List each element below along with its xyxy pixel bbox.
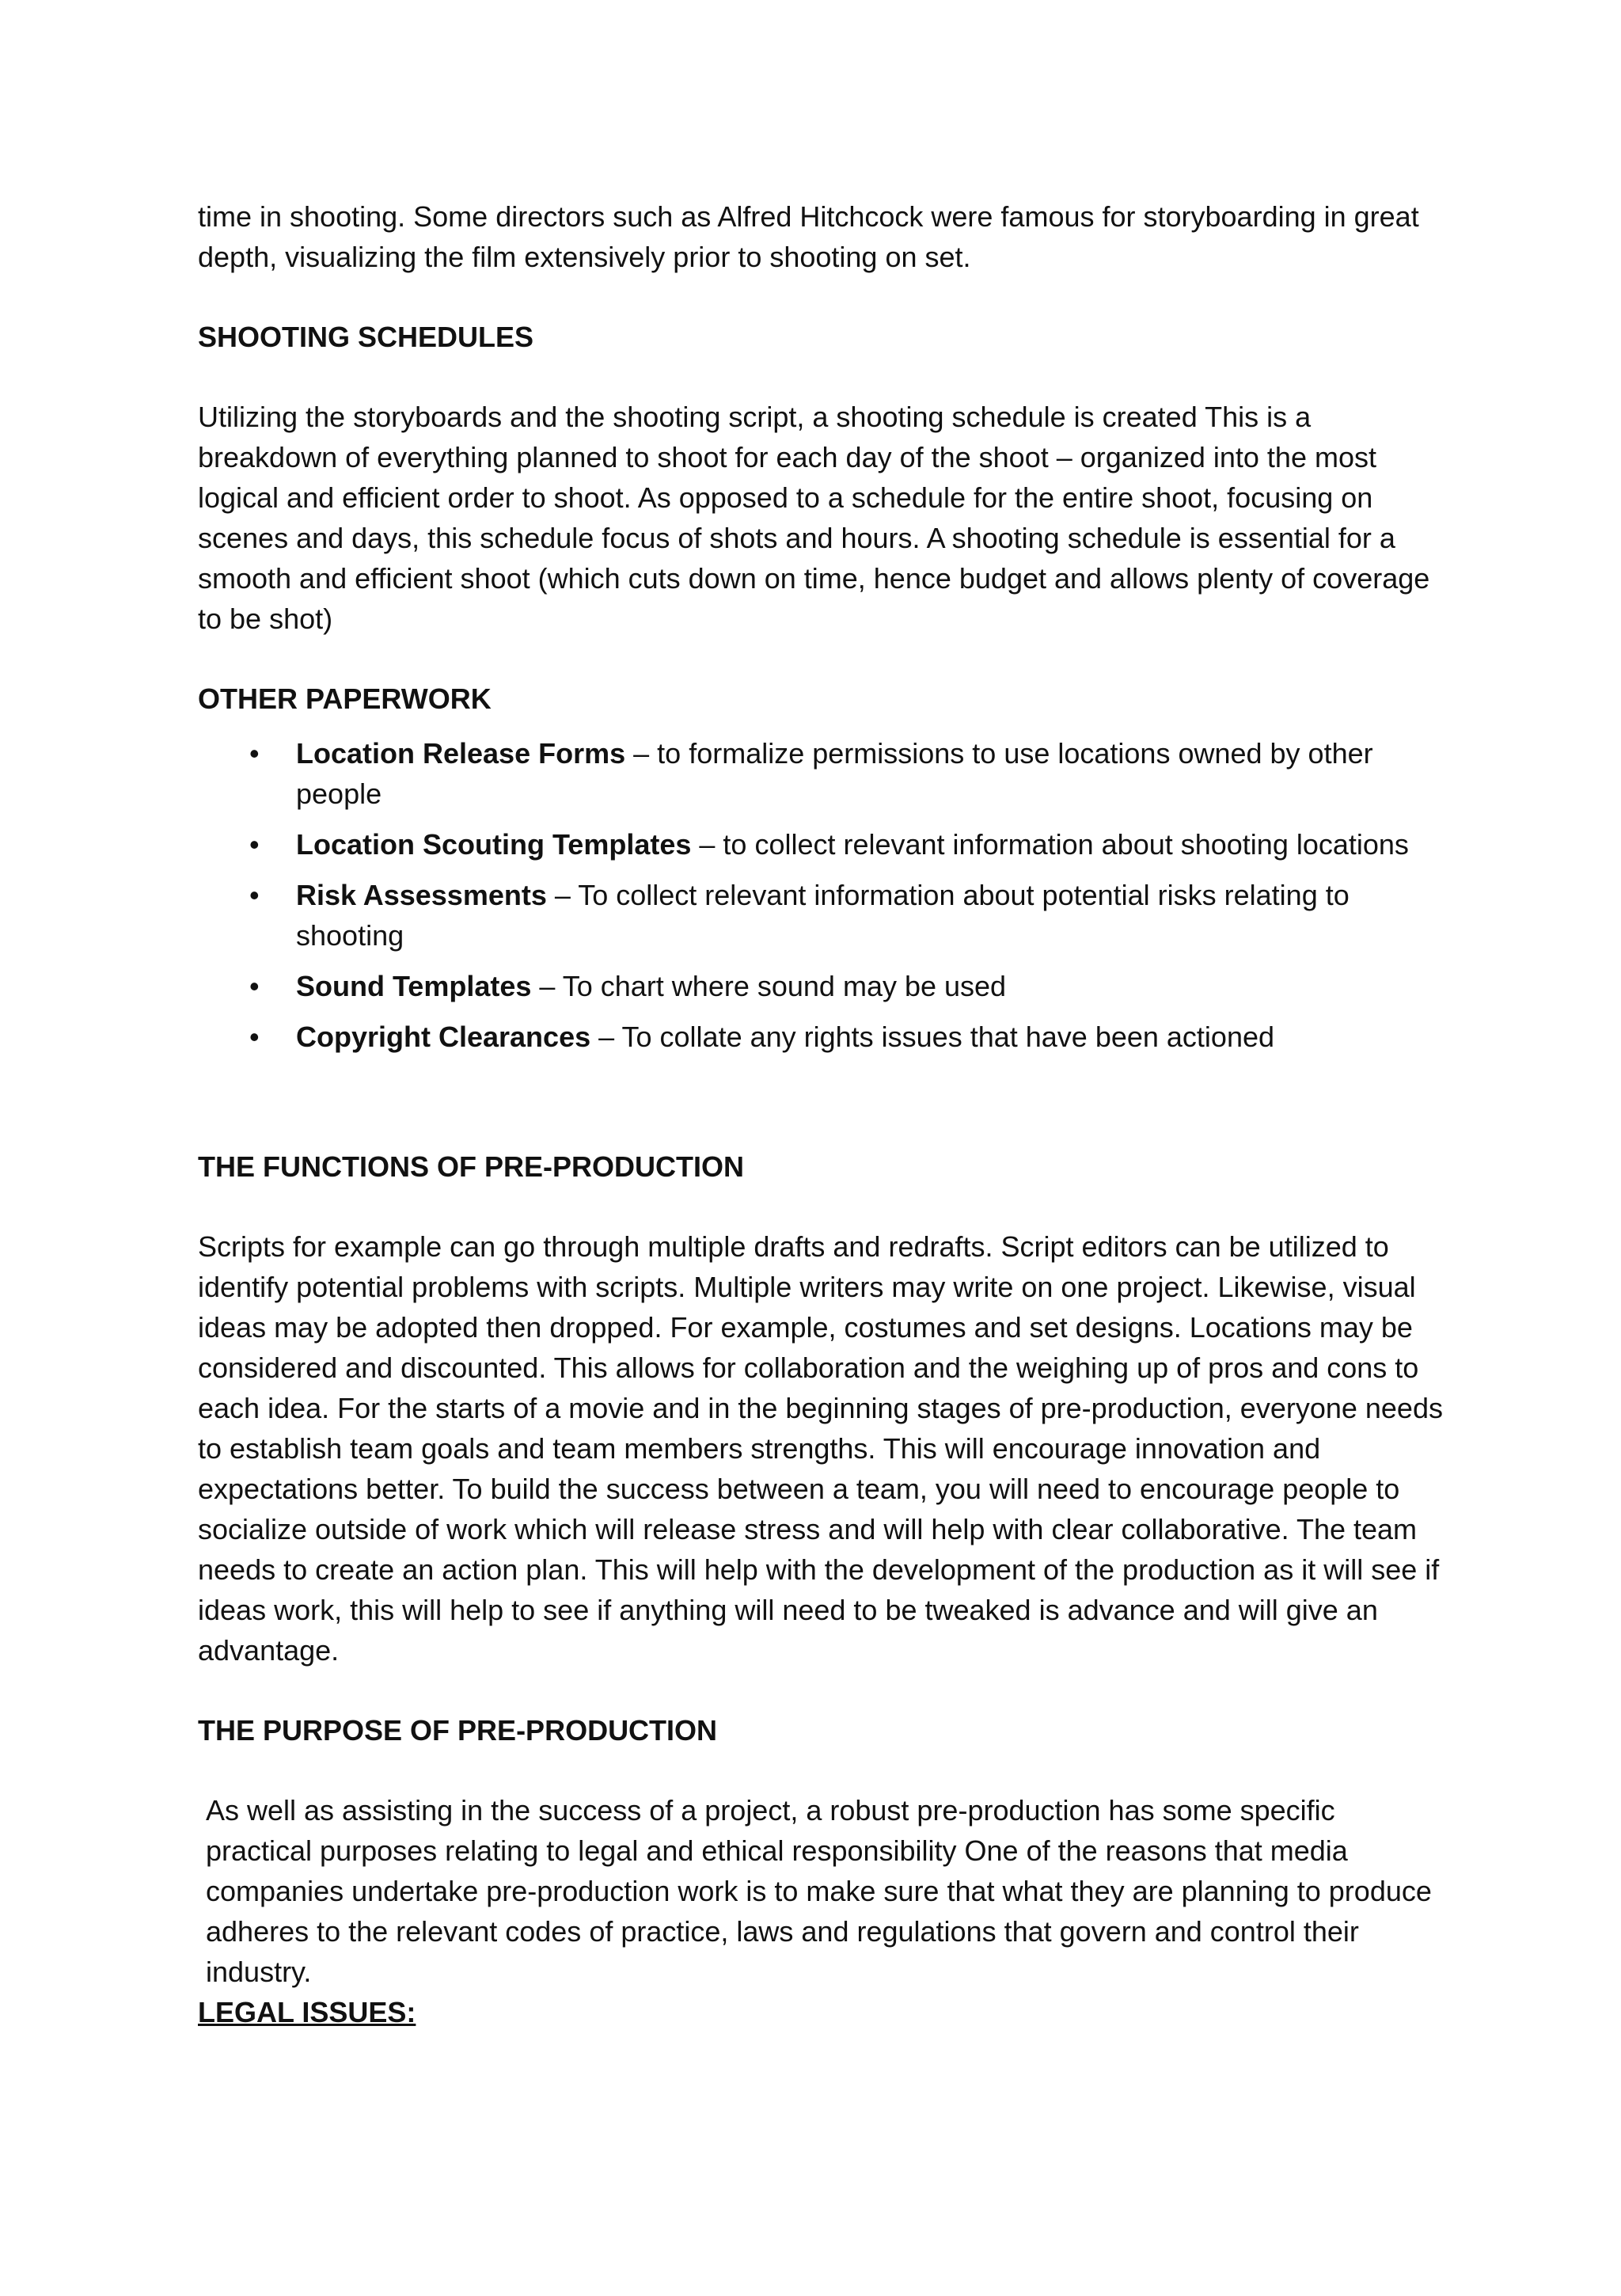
list-item-description: – To chart where sound may be used [531, 970, 1007, 1002]
other-paperwork-heading: OTHER PAPERWORK [198, 682, 492, 715]
list-item-term: Location Release Forms [296, 737, 626, 770]
intro-paragraph: time in shooting. Some directors such as Alfred Hitchcock were famous for storyboarding in great depth, visualizing the film extensively prior to shooting on set. [198, 200, 1419, 273]
list-item-description: – To collate any rights issues that have been actioned [590, 1021, 1275, 1053]
shooting-schedules-heading: SHOOTING SCHEDULES [198, 321, 534, 353]
list-item [198, 875, 1460, 956]
list-item-term: Copyright Clearances [296, 1021, 591, 1053]
purpose-paragraph: As well as assisting in the success of a project, a robust pre-production has some specific practical purposes relating to legal and ethical responsibility One of the reasons that media companies undertake pre-production work is to make sure that what they are planning to produce adheres to the relevant codes of practice, laws and regulations that govern and control their industry. [206, 1794, 1432, 1988]
legal-issues-heading: LEGAL ISSUES: [198, 1996, 416, 2028]
list-item [198, 966, 1460, 1006]
purpose-heading: THE PURPOSE OF PRE-PRODUCTION [198, 1714, 718, 1747]
list-item [198, 1017, 1460, 1057]
list-item [198, 733, 1460, 814]
list-item-term: Location Scouting Templates [296, 828, 692, 861]
list-item-description: – to formalize permissions to use locations owned by other people [296, 737, 1373, 810]
list-item [198, 824, 1460, 865]
bullet-icon: • [249, 828, 260, 861]
paperwork-list [198, 733, 1448, 1057]
shooting-schedules-paragraph: Utilizing the storyboards and the shooting script, a shooting schedule is created This is a breakdown of everything planned to shoot for each day of the shoot – organized into the most logical and efficient order to shoot. As opposed to a schedule for the entire shoot, focusing on scenes and days, this schedule focus of shots and hours. A shooting schedule is essential for a smooth and efficient shoot (which cuts down on time, hence budget and allows plenty of coverage to be shot) [198, 401, 1430, 635]
list-item-description: – to collect relevant information about shooting locations [691, 828, 1409, 861]
bullet-icon: • [249, 879, 260, 911]
functions-paragraph: Scripts for example can go through multiple drafts and redrafts. Script editors can be utilized to identify potential problems with scripts. Multiple writers may write on one project. Likewise, visual ideas may be adopted then dropped. For example, costumes and set designs. Locations may be considered and discounted. This allows for collaboration and the weighing up of pros and cons to each idea. For the starts of a movie and in the beginning stages of pre-production, everyone needs to establish team goals and team members strengths. This will encourage innovation and expectations better. To build the success between a team, you will need to encourage people to socialize outside of work which will release stress and will help with clear collaborative. The team needs to create an action plan. This will help with the development of the production as it will see if ideas work, this will help to see if anything will need to be tweaked is advance and will give an advantage. [198, 1230, 1443, 1667]
document-page [198, 196, 1448, 2032]
bullet-icon: • [249, 1021, 260, 1053]
bullet-icon: • [249, 737, 260, 770]
bullet-icon: • [249, 970, 260, 1002]
functions-heading: THE FUNCTIONS OF PRE-PRODUCTION [198, 1150, 744, 1183]
list-item-description: – To collect relevant information about potential risks relating to shooting [296, 879, 1350, 952]
list-item-term: Risk Assessments [296, 879, 547, 911]
list-item-term: Sound Templates [296, 970, 532, 1002]
